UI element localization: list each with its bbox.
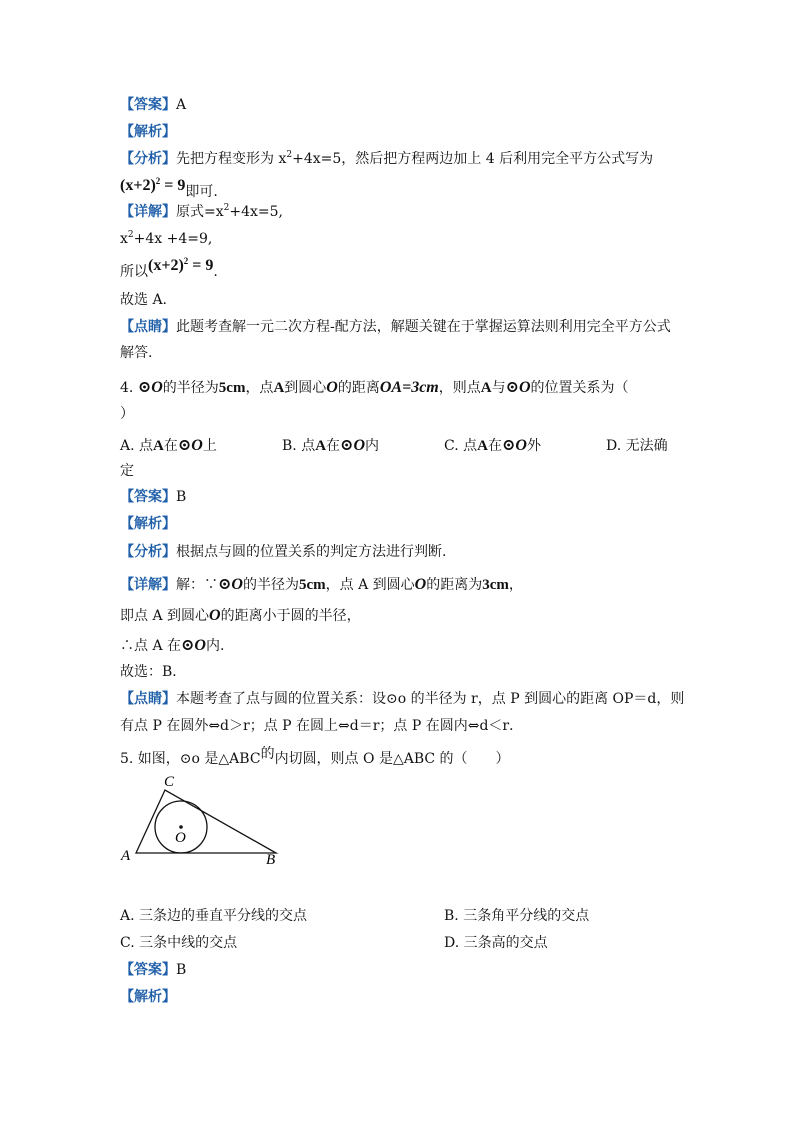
option-text: 内 <box>365 438 380 454</box>
fenxi-tag: 【分析】 <box>120 544 176 560</box>
q3-fenxi-eq-line <box>120 176 218 202</box>
answer-value: A <box>176 97 187 113</box>
fenxi-tag: 【分析】 <box>120 151 176 167</box>
option-text: 上 <box>202 438 217 454</box>
therefore-symbol: ∴ <box>120 638 134 654</box>
detail-tag: 【详解】 <box>120 204 176 220</box>
q3-choose: 故选 A. <box>120 292 168 308</box>
dianjing-tag: 【点睛】 <box>120 319 176 335</box>
superscript: 2 <box>286 150 293 160</box>
q3-fenxi-line <box>120 149 653 169</box>
stem-text: 与 <box>491 380 506 396</box>
eq-exponent: 2 <box>183 256 189 266</box>
q5-option-c[interactable]: C. 三条中线的交点 <box>120 935 238 951</box>
circle-symbol: ⊙O <box>218 576 243 593</box>
q3-line3 <box>120 256 218 282</box>
label-a: A <box>121 848 131 864</box>
answer-tag: 【答案】 <box>120 97 176 113</box>
detail-text: 内. <box>205 638 225 654</box>
eq-rhs: = 9 <box>188 257 214 274</box>
detail-text: 解： <box>176 577 204 593</box>
stem-text: 的 <box>260 746 275 762</box>
detail-text: 的距离为 <box>426 577 483 593</box>
detail-text: 点 A 在 <box>134 638 182 654</box>
circle-symbol: ⊙O <box>340 437 366 454</box>
q4-option-a[interactable] <box>120 436 217 456</box>
detail-text: +4x=5, <box>229 204 283 220</box>
q4-detail-line3 <box>120 636 224 656</box>
q5-option-a[interactable]: A. 三条边的垂直平分线的交点 <box>120 908 308 924</box>
radius-value: 5cm <box>218 380 246 396</box>
q4-analysis-line <box>120 514 176 534</box>
label-c: C <box>164 774 175 790</box>
point-a: A <box>480 380 492 396</box>
circle-symbol: ⊙O <box>177 437 203 454</box>
stem-text: ，点 <box>245 380 274 396</box>
circle-symbol: ⊙O <box>181 637 206 654</box>
center-point <box>179 825 183 829</box>
q4-option-c[interactable] <box>444 436 541 456</box>
q4-dianjing-line2: 有点 P 在圆外⇔d＞r；点 P 在圆上⇔d＝r；点 P 在圆内⇔d＜r． <box>120 718 524 734</box>
detail-text: 的距离小于圆的半径， <box>220 608 361 624</box>
answer-tag: 【答案】 <box>120 962 176 978</box>
detail-text: . <box>213 264 218 280</box>
q3-dianjing-line <box>120 317 671 337</box>
detail-text: 即点 A 到圆心 <box>120 608 210 624</box>
center-o: O <box>209 607 221 624</box>
q4-answer-line <box>120 487 186 507</box>
answer-value: B <box>176 489 187 505</box>
q5-analysis-line <box>120 987 176 1007</box>
detail-text: +4x +4=9, <box>133 231 213 247</box>
stem-text: 到圆心 <box>284 380 327 396</box>
option-label: C. 点 <box>444 438 478 454</box>
q5-stem <box>120 746 510 769</box>
figure-svg <box>118 772 288 872</box>
point-a: A <box>273 380 285 396</box>
detail-text: 所以 <box>120 264 148 280</box>
answer-tag: 【答案】 <box>120 489 176 505</box>
dianjing-text: 本题考查了点与圆的位置关系：设⊙o 的半径为 r，点 P 到圆心的距离 OP＝d，则 <box>176 691 685 707</box>
stem-text: 的半径为 <box>162 380 219 396</box>
detail-text: 的半径为 <box>242 577 299 593</box>
eq-lhs: (x+2) <box>148 257 184 274</box>
stem-text: 的距离 <box>337 380 380 396</box>
fenxi-tail: 即可. <box>185 184 218 200</box>
fenxi-text: 先把方程变形为 x <box>176 151 287 167</box>
circle-symbol: ⊙O <box>501 437 527 454</box>
q4-dianjing-line <box>120 689 684 709</box>
answer-value: B <box>176 962 187 978</box>
q5-option-b[interactable]: B. 三条角平分线的交点 <box>444 908 590 924</box>
detail-text: 原式=x <box>176 204 224 220</box>
option-label: B. 点 <box>282 438 316 454</box>
q3-answer-line <box>120 95 186 115</box>
label-o: O <box>175 830 186 846</box>
q4-paren-close: ） <box>120 406 134 422</box>
q4-option-d-cont: 定 <box>120 463 134 479</box>
circle-symbol: ⊙O <box>137 379 163 396</box>
q4-option-b[interactable] <box>282 436 379 456</box>
q5-option-d[interactable]: D. 三条高的交点 <box>444 935 548 951</box>
q4-detail-line <box>120 575 523 595</box>
stem-text: 内切圆，则点 O 是△ABC 的（ ） <box>274 751 510 767</box>
q4-detail-line2 <box>120 606 361 626</box>
detail-text: ，点 A 到圆心 <box>325 577 415 593</box>
fenxi-text: +4x=5，然后把方程两边加上 4 后利用完全平方公式写为 <box>292 151 654 167</box>
q3-line2 <box>120 229 212 249</box>
detail-text: ， <box>508 577 523 593</box>
equation <box>148 257 213 274</box>
label-b: B <box>266 852 276 868</box>
option-text: 在 <box>163 438 178 454</box>
point-a: A <box>477 438 488 454</box>
question-number: 4. <box>120 380 138 396</box>
option-text: 外 <box>526 438 541 454</box>
triangle-incircle-figure <box>118 772 288 876</box>
eq-lhs: (x+2) <box>120 177 156 194</box>
analysis-tag: 【解析】 <box>120 516 176 532</box>
stem-text: ，则点 <box>438 380 481 396</box>
center-o: O <box>326 379 338 396</box>
analysis-tag: 【解析】 <box>120 989 176 1005</box>
detail-tag: 【详解】 <box>120 577 176 593</box>
radius-value: 5cm <box>298 577 326 593</box>
q3-analysis-line <box>120 122 176 142</box>
q3-dianjing-line2: 解答. <box>120 345 153 361</box>
option-text: 在 <box>487 438 502 454</box>
detail-text: x <box>120 231 128 247</box>
dianjing-text: 此题考查解一元二次方程-配方法，解题关键在于掌握运算法则利用完全平方公式 <box>176 319 671 335</box>
eq-rhs: = 9 <box>160 177 186 194</box>
equation <box>120 177 185 194</box>
because-symbol: ∵ <box>204 577 218 593</box>
q4-stem <box>120 378 629 398</box>
q5-answer-line <box>120 960 186 980</box>
q4-fenxi-line <box>120 542 446 562</box>
q4-option-d[interactable]: D. 无法确 <box>606 438 668 454</box>
stem-text: 5. 如图，⊙o 是△ABC <box>120 751 261 767</box>
option-label: A. 点 <box>120 438 154 454</box>
point-a: A <box>153 438 164 454</box>
analysis-tag: 【解析】 <box>120 124 176 140</box>
eq-exponent: 2 <box>155 176 161 186</box>
stem-text: 的位置关系为（ <box>530 380 629 396</box>
dianjing-tag: 【点睛】 <box>120 691 176 707</box>
superscript: 2 <box>127 230 134 240</box>
superscript: 2 <box>223 203 230 213</box>
distance-value: 3cm <box>482 577 509 593</box>
point-a: A <box>315 438 327 454</box>
circle-symbol: ⊙O <box>505 379 531 396</box>
fenxi-text: 根据点与圆的位置关系的判定方法进行判断. <box>176 544 447 560</box>
q4-choose: 故选：B． <box>120 664 187 680</box>
distance-oa: OA=3cm <box>379 379 439 396</box>
center-o: O <box>414 576 427 593</box>
q3-detail-line <box>120 202 283 222</box>
option-text: 在 <box>326 438 341 454</box>
